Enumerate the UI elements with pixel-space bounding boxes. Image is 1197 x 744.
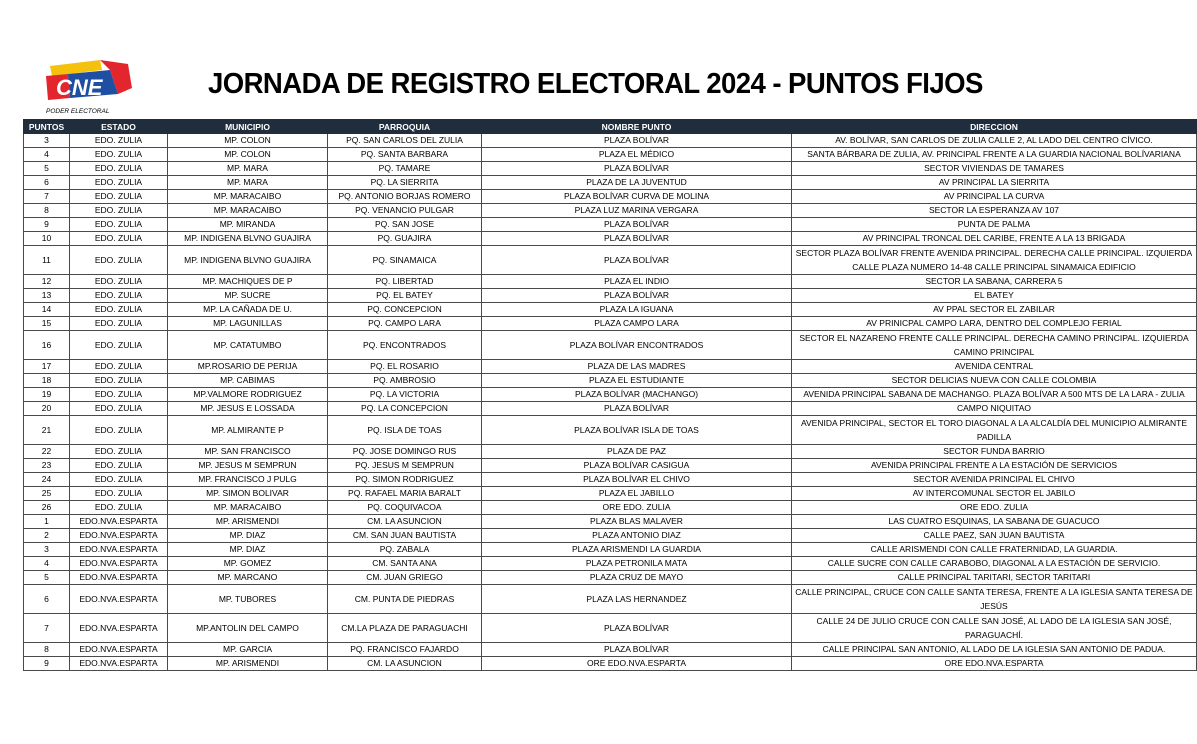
cell-puntos: 25 bbox=[24, 487, 70, 501]
page-title: JORNADA DE REGISTRO ELECTORAL 2024 - PUNTOS FIJOS bbox=[208, 68, 983, 100]
cell-municipio: MP. CABIMAS bbox=[168, 374, 328, 388]
cell-puntos: 5 bbox=[24, 162, 70, 176]
table-row bbox=[24, 529, 1197, 543]
cell-nombre-punto: PLAZA BOLÍVAR bbox=[482, 218, 792, 232]
cell-direccion: CALLE PRINCIPAL SAN ANTONIO, AL LADO DE LA IGLESIA SAN ANTONIO DE PADUA. bbox=[792, 643, 1197, 657]
column-header-municipio: MUNICIPIO bbox=[168, 120, 328, 134]
cell-municipio: MP. SIMON BOLIVAR bbox=[168, 487, 328, 501]
cell-nombre-punto: ORE EDO.NVA.ESPARTA bbox=[482, 657, 792, 671]
cell-nombre-punto: PLAZA EL INDIO bbox=[482, 275, 792, 289]
cell-municipio: MP. MACHIQUES DE P bbox=[168, 275, 328, 289]
table-row bbox=[24, 557, 1197, 571]
cell-puntos: 18 bbox=[24, 374, 70, 388]
cell-direccion: ORE EDO. ZULIA bbox=[792, 501, 1197, 515]
cell-parroquia: PQ. CAMPO LARA bbox=[328, 317, 482, 331]
cell-estado: EDO.NVA.ESPARTA bbox=[70, 585, 168, 614]
cell-municipio: MP. GOMEZ bbox=[168, 557, 328, 571]
column-header-nombre-punto: NOMBRE PUNTO bbox=[482, 120, 792, 134]
cell-municipio: MP. ALMIRANTE P bbox=[168, 416, 328, 445]
cell-puntos: 17 bbox=[24, 360, 70, 374]
cell-parroquia: PQ. LA VICTORIA bbox=[328, 388, 482, 402]
cell-estado: EDO. ZULIA bbox=[70, 148, 168, 162]
cell-estado: EDO. ZULIA bbox=[70, 303, 168, 317]
cell-puntos: 6 bbox=[24, 176, 70, 190]
cell-puntos: 19 bbox=[24, 388, 70, 402]
cell-municipio: MP. CATATUMBO bbox=[168, 331, 328, 360]
cell-direccion: AV PRINICPAL CAMPO LARA, DENTRO DEL COMPLEJO FERIAL bbox=[792, 317, 1197, 331]
cell-puntos: 8 bbox=[24, 204, 70, 218]
cell-municipio: MP. JESUS M SEMPRUN bbox=[168, 459, 328, 473]
table-row bbox=[24, 402, 1197, 416]
cell-municipio: MP. COLON bbox=[168, 148, 328, 162]
cell-direccion: AV PPAL SECTOR EL ZABILAR bbox=[792, 303, 1197, 317]
table-row bbox=[24, 190, 1197, 204]
cell-puntos: 15 bbox=[24, 317, 70, 331]
cell-estado: EDO. ZULIA bbox=[70, 317, 168, 331]
cell-nombre-punto: PLAZA BOLÍVAR bbox=[482, 402, 792, 416]
cell-estado: EDO.NVA.ESPARTA bbox=[70, 571, 168, 585]
cell-municipio: MP. SAN FRANCISCO bbox=[168, 445, 328, 459]
table-row bbox=[24, 657, 1197, 671]
cell-parroquia: PQ. RAFAEL MARIA BARALT bbox=[328, 487, 482, 501]
table-row bbox=[24, 218, 1197, 232]
cell-estado: EDO. ZULIA bbox=[70, 289, 168, 303]
cell-direccion: AVENIDA CENTRAL bbox=[792, 360, 1197, 374]
cell-municipio: MP. MARA bbox=[168, 176, 328, 190]
cell-parroquia: PQ. SANTA BARBARA bbox=[328, 148, 482, 162]
cell-parroquia: PQ. EL ROSARIO bbox=[328, 360, 482, 374]
cell-nombre-punto: PLAZA CAMPO LARA bbox=[482, 317, 792, 331]
cell-direccion: SECTOR PLAZA BOLÍVAR FRENTE AVENIDA PRINCIPAL. DERECHA CALLE PRINCIPAL. IZQUIERDA CALLE PLAZA NUMERO 14-48 CALLE PRINCIPAL SINAMAICA EDIFICIO bbox=[792, 246, 1197, 275]
cell-municipio: MP. MARA bbox=[168, 162, 328, 176]
cell-parroquia: PQ. ENCONTRADOS bbox=[328, 331, 482, 360]
cell-nombre-punto: PLAZA BLAS MALAVER bbox=[482, 515, 792, 529]
table-row bbox=[24, 459, 1197, 473]
table-row bbox=[24, 246, 1197, 275]
cell-estado: EDO. ZULIA bbox=[70, 162, 168, 176]
cell-municipio: MP. ARISMENDI bbox=[168, 515, 328, 529]
cell-puntos: 8 bbox=[24, 643, 70, 657]
cell-parroquia: PQ. ANTONIO BORJAS ROMERO bbox=[328, 190, 482, 204]
cell-direccion: CALLE PRINCIPAL, CRUCE CON CALLE SANTA TERESA, FRENTE A LA IGLESIA SANTA TERESA DE JESÚS bbox=[792, 585, 1197, 614]
table-row bbox=[24, 643, 1197, 657]
table-row bbox=[24, 585, 1197, 614]
cell-puntos: 16 bbox=[24, 331, 70, 360]
cell-nombre-punto: PLAZA BOLÍVAR bbox=[482, 246, 792, 275]
cell-parroquia: PQ. JOSE DOMINGO RUS bbox=[328, 445, 482, 459]
cell-estado: EDO. ZULIA bbox=[70, 402, 168, 416]
cell-direccion: EL BATEY bbox=[792, 289, 1197, 303]
cell-municipio: MP. DIAZ bbox=[168, 543, 328, 557]
table-row bbox=[24, 445, 1197, 459]
cell-parroquia: CM. SAN JUAN BAUTISTA bbox=[328, 529, 482, 543]
cell-parroquia: PQ. FRANCISCO FAJARDO bbox=[328, 643, 482, 657]
table-row bbox=[24, 416, 1197, 445]
cell-puntos: 10 bbox=[24, 232, 70, 246]
cell-estado: EDO. ZULIA bbox=[70, 275, 168, 289]
cell-estado: EDO. ZULIA bbox=[70, 459, 168, 473]
cell-estado: EDO.NVA.ESPARTA bbox=[70, 614, 168, 643]
cell-municipio: MP.VALMORE RODRIGUEZ bbox=[168, 388, 328, 402]
cell-municipio: MP. DIAZ bbox=[168, 529, 328, 543]
cell-direccion: PUNTA DE PALMA bbox=[792, 218, 1197, 232]
table-row bbox=[24, 303, 1197, 317]
cell-puntos: 26 bbox=[24, 501, 70, 515]
cell-puntos: 5 bbox=[24, 571, 70, 585]
cell-nombre-punto: PLAZA BOLÍVAR EL CHIVO bbox=[482, 473, 792, 487]
table-row bbox=[24, 374, 1197, 388]
cell-direccion: AVENIDA PRINCIPAL, SECTOR EL TORO DIAGONAL A LA ALCALDÍA DEL MUNICIPIO ALMIRANTE PADILLA bbox=[792, 416, 1197, 445]
table-row bbox=[24, 543, 1197, 557]
cell-nombre-punto: PLAZA EL MÉDICO bbox=[482, 148, 792, 162]
cell-direccion: AV INTERCOMUNAL SECTOR EL JABILO bbox=[792, 487, 1197, 501]
cell-direccion: AV PRINCIPAL LA SIERRITA bbox=[792, 176, 1197, 190]
cell-direccion: CALLE SUCRE CON CALLE CARABOBO, DIAGONAL A LA ESTACIÓN DE SERVICIO. bbox=[792, 557, 1197, 571]
registration-points-table bbox=[23, 119, 1197, 671]
cell-estado: EDO.NVA.ESPARTA bbox=[70, 557, 168, 571]
cell-estado: EDO. ZULIA bbox=[70, 445, 168, 459]
cell-parroquia: PQ. VENANCIO PULGAR bbox=[328, 204, 482, 218]
cell-direccion: SECTOR EL NAZARENO FRENTE CALLE PRINCIPAL. DERECHA CAMINO PRINCIPAL. IZQUIERDA CAMINO PRINCIPAL bbox=[792, 331, 1197, 360]
table-row bbox=[24, 289, 1197, 303]
cell-direccion: SECTOR FUNDA BARRIO bbox=[792, 445, 1197, 459]
cell-municipio: MP. ARISMENDI bbox=[168, 657, 328, 671]
cell-nombre-punto: PLAZA BOLÍVAR bbox=[482, 134, 792, 148]
cell-parroquia: PQ. SINAMAICA bbox=[328, 246, 482, 275]
cell-direccion: AV PRINCIPAL LA CURVA bbox=[792, 190, 1197, 204]
table-row bbox=[24, 331, 1197, 360]
cell-parroquia: PQ. LA CONCEPCION bbox=[328, 402, 482, 416]
cell-municipio: MP. GARCIA bbox=[168, 643, 328, 657]
table-row bbox=[24, 571, 1197, 585]
cell-puntos: 2 bbox=[24, 529, 70, 543]
cell-estado: EDO. ZULIA bbox=[70, 487, 168, 501]
cell-puntos: 21 bbox=[24, 416, 70, 445]
cell-estado: EDO. ZULIA bbox=[70, 501, 168, 515]
cell-nombre-punto: PLAZA EL JABILLO bbox=[482, 487, 792, 501]
table-row bbox=[24, 176, 1197, 190]
cell-municipio: MP. MARACAIBO bbox=[168, 204, 328, 218]
cell-municipio: MP. MARCANO bbox=[168, 571, 328, 585]
cell-direccion: SECTOR DELICIAS NUEVA CON CALLE COLOMBIA bbox=[792, 374, 1197, 388]
cell-parroquia: PQ. SAN CARLOS DEL ZULIA bbox=[328, 134, 482, 148]
cell-nombre-punto: PLAZA DE PAZ bbox=[482, 445, 792, 459]
cell-estado: EDO. ZULIA bbox=[70, 134, 168, 148]
cell-nombre-punto: PLAZA EL ESTUDIANTE bbox=[482, 374, 792, 388]
cell-nombre-punto: PLAZA LA IGUANA bbox=[482, 303, 792, 317]
cell-direccion: ORE EDO.NVA.ESPARTA bbox=[792, 657, 1197, 671]
cell-municipio: MP. FRANCISCO J PULG bbox=[168, 473, 328, 487]
cell-puntos: 7 bbox=[24, 190, 70, 204]
cell-nombre-punto: PLAZA BOLÍVAR bbox=[482, 232, 792, 246]
cell-direccion: SECTOR AVENIDA PRINCIPAL EL CHIVO bbox=[792, 473, 1197, 487]
cell-puntos: 6 bbox=[24, 585, 70, 614]
cell-puntos: 24 bbox=[24, 473, 70, 487]
cell-direccion: AVENIDA PRINCIPAL SABANA DE MACHANGO. PLAZA BOLÍVAR A 500 MTS DE LA LARA - ZULIA bbox=[792, 388, 1197, 402]
cell-estado: EDO. ZULIA bbox=[70, 190, 168, 204]
cell-estado: EDO.NVA.ESPARTA bbox=[70, 657, 168, 671]
table-row bbox=[24, 134, 1197, 148]
cell-estado: EDO. ZULIA bbox=[70, 331, 168, 360]
cell-nombre-punto: PLAZA PETRONILA MATA bbox=[482, 557, 792, 571]
cell-estado: EDO. ZULIA bbox=[70, 176, 168, 190]
cell-parroquia: CM. LA ASUNCION bbox=[328, 657, 482, 671]
cell-nombre-punto: PLAZA ARISMENDI LA GUARDIA bbox=[482, 543, 792, 557]
logo-text: CNE bbox=[56, 75, 103, 100]
cell-puntos: 11 bbox=[24, 246, 70, 275]
column-header-estado: ESTADO bbox=[70, 120, 168, 134]
table-row bbox=[24, 275, 1197, 289]
cell-puntos: 1 bbox=[24, 515, 70, 529]
cell-parroquia: CM. PUNTA DE PIEDRAS bbox=[328, 585, 482, 614]
cell-puntos: 3 bbox=[24, 134, 70, 148]
cell-direccion: SECTOR LA ESPERANZA AV 107 bbox=[792, 204, 1197, 218]
table-row bbox=[24, 515, 1197, 529]
cell-nombre-punto: ORE EDO. ZULIA bbox=[482, 501, 792, 515]
cell-estado: EDO.NVA.ESPARTA bbox=[70, 643, 168, 657]
cell-parroquia: PQ. SAN JOSE bbox=[328, 218, 482, 232]
cell-parroquia: CM. JUAN GRIEGO bbox=[328, 571, 482, 585]
cell-estado: EDO. ZULIA bbox=[70, 232, 168, 246]
cell-puntos: 4 bbox=[24, 148, 70, 162]
cell-direccion: LAS CUATRO ESQUINAS, LA SABANA DE GUACUCO bbox=[792, 515, 1197, 529]
cell-puntos: 22 bbox=[24, 445, 70, 459]
cell-estado: EDO. ZULIA bbox=[70, 388, 168, 402]
cell-nombre-punto: PLAZA CRUZ DE MAYO bbox=[482, 571, 792, 585]
cell-direccion: CALLE PAEZ, SAN JUAN BAUTISTA bbox=[792, 529, 1197, 543]
cell-estado: EDO. ZULIA bbox=[70, 374, 168, 388]
cell-municipio: MP. COLON bbox=[168, 134, 328, 148]
table-row bbox=[24, 204, 1197, 218]
cne-logo bbox=[40, 58, 140, 116]
cell-parroquia: PQ. SIMON RODRIGUEZ bbox=[328, 473, 482, 487]
table-row bbox=[24, 614, 1197, 643]
cell-nombre-punto: PLAZA LUZ MARINA VERGARA bbox=[482, 204, 792, 218]
cell-estado: EDO.NVA.ESPARTA bbox=[70, 515, 168, 529]
cell-puntos: 9 bbox=[24, 218, 70, 232]
cell-direccion: CALLE PRINCIPAL TARITARI, SECTOR TARITARI bbox=[792, 571, 1197, 585]
cell-puntos: 7 bbox=[24, 614, 70, 643]
table-row bbox=[24, 487, 1197, 501]
cell-municipio: MP.ROSARIO DE PERIJA bbox=[168, 360, 328, 374]
cell-direccion: SECTOR LA SABANA, CARRERA 5 bbox=[792, 275, 1197, 289]
cell-municipio: MP. INDIGENA BLVNO GUAJIRA bbox=[168, 232, 328, 246]
cell-estado: EDO. ZULIA bbox=[70, 218, 168, 232]
cell-direccion: CALLE ARISMENDI CON CALLE FRATERNIDAD, LA GUARDIA. bbox=[792, 543, 1197, 557]
cell-parroquia: PQ. LA SIERRITA bbox=[328, 176, 482, 190]
cell-nombre-punto: PLAZA BOLÍVAR bbox=[482, 289, 792, 303]
cell-municipio: MP. MARACAIBO bbox=[168, 501, 328, 515]
table-header-row bbox=[24, 120, 1197, 134]
table-row bbox=[24, 162, 1197, 176]
cell-estado: EDO.NVA.ESPARTA bbox=[70, 543, 168, 557]
cell-direccion: AV PRINCIPAL TRONCAL DEL CARIBE, FRENTE A LA 13 BRIGADA bbox=[792, 232, 1197, 246]
cell-municipio: MP. INDIGENA BLVNO GUAJIRA bbox=[168, 246, 328, 275]
cell-municipio: MP. LAGUNILLAS bbox=[168, 317, 328, 331]
cell-direccion: CALLE 24 DE JULIO CRUCE CON CALLE SAN JOSÉ, AL LADO DE LA IGLESIA SAN JOSÉ, PARAGUACHÍ. bbox=[792, 614, 1197, 643]
cell-parroquia: CM. LA ASUNCION bbox=[328, 515, 482, 529]
cell-puntos: 12 bbox=[24, 275, 70, 289]
cell-parroquia: PQ. CONCEPCION bbox=[328, 303, 482, 317]
column-header-parroquia: PARROQUIA bbox=[328, 120, 482, 134]
table-row bbox=[24, 388, 1197, 402]
cell-nombre-punto: PLAZA DE LAS MADRES bbox=[482, 360, 792, 374]
cell-estado: EDO. ZULIA bbox=[70, 416, 168, 445]
logo-subtext: PODER ELECTORAL bbox=[46, 108, 110, 115]
cell-nombre-punto: PLAZA BOLÍVAR bbox=[482, 643, 792, 657]
cell-parroquia: PQ. JESUS M SEMPRUN bbox=[328, 459, 482, 473]
cell-nombre-punto: PLAZA BOLÍVAR CURVA DE MOLINA bbox=[482, 190, 792, 204]
cell-parroquia: PQ. EL BATEY bbox=[328, 289, 482, 303]
cell-estado: EDO. ZULIA bbox=[70, 360, 168, 374]
column-header-direccion: DIRECCION bbox=[792, 120, 1197, 134]
table-row bbox=[24, 473, 1197, 487]
cell-puntos: 13 bbox=[24, 289, 70, 303]
cell-municipio: MP. MIRANDA bbox=[168, 218, 328, 232]
cell-estado: EDO.NVA.ESPARTA bbox=[70, 529, 168, 543]
cell-municipio: MP. JESUS E LOSSADA bbox=[168, 402, 328, 416]
cell-estado: EDO. ZULIA bbox=[70, 473, 168, 487]
cell-puntos: 3 bbox=[24, 543, 70, 557]
cell-direccion: SECTOR VIVIENDAS DE TAMARES bbox=[792, 162, 1197, 176]
cell-nombre-punto: PLAZA BOLÍVAR CASIGUA bbox=[482, 459, 792, 473]
cell-parroquia: PQ. AMBROSIO bbox=[328, 374, 482, 388]
cell-nombre-punto: PLAZA BOLÍVAR ENCONTRADOS bbox=[482, 331, 792, 360]
cell-direccion: SANTA BÁRBARA DE ZULIA, AV. PRINCIPAL FRENTE A LA GUARDIA NACIONAL BOLÍVARIANA bbox=[792, 148, 1197, 162]
cell-estado: EDO. ZULIA bbox=[70, 246, 168, 275]
cell-parroquia: PQ. ISLA DE TOAS bbox=[328, 416, 482, 445]
cell-direccion: AVENIDA PRINCIPAL FRENTE A LA ESTACIÓN DE SERVICIOS bbox=[792, 459, 1197, 473]
cell-parroquia: PQ. GUAJIRA bbox=[328, 232, 482, 246]
cell-nombre-punto: PLAZA DE LA JUVENTUD bbox=[482, 176, 792, 190]
cell-puntos: 14 bbox=[24, 303, 70, 317]
cell-municipio: MP. SUCRE bbox=[168, 289, 328, 303]
table-row bbox=[24, 501, 1197, 515]
cell-municipio: MP. LA CAÑADA DE U. bbox=[168, 303, 328, 317]
cell-puntos: 4 bbox=[24, 557, 70, 571]
cell-parroquia: PQ. ZABALA bbox=[328, 543, 482, 557]
cell-parroquia: PQ. TAMARE bbox=[328, 162, 482, 176]
cell-nombre-punto: PLAZA BOLÍVAR bbox=[482, 614, 792, 643]
cell-nombre-punto: PLAZA BOLÍVAR bbox=[482, 162, 792, 176]
cell-puntos: 20 bbox=[24, 402, 70, 416]
cell-nombre-punto: PLAZA BOLÍVAR (MACHANGO) bbox=[482, 388, 792, 402]
cell-direccion: AV. BOLÍVAR, SAN CARLOS DE ZULIA CALLE 2, AL LADO DEL CENTRO CÍVICO. bbox=[792, 134, 1197, 148]
cell-municipio: MP.ANTOLIN DEL CAMPO bbox=[168, 614, 328, 643]
cell-municipio: MP. MARACAIBO bbox=[168, 190, 328, 204]
table-row bbox=[24, 360, 1197, 374]
cell-estado: EDO. ZULIA bbox=[70, 204, 168, 218]
cell-nombre-punto: PLAZA BOLÍVAR ISLA DE TOAS bbox=[482, 416, 792, 445]
table-row bbox=[24, 232, 1197, 246]
table-row bbox=[24, 148, 1197, 162]
cell-puntos: 23 bbox=[24, 459, 70, 473]
cell-puntos: 9 bbox=[24, 657, 70, 671]
cell-parroquia: CM. SANTA ANA bbox=[328, 557, 482, 571]
cell-parroquia: PQ. COQUIVACOA bbox=[328, 501, 482, 515]
cell-parroquia: CM.LA PLAZA DE PARAGUACHI bbox=[328, 614, 482, 643]
cell-municipio: MP. TUBORES bbox=[168, 585, 328, 614]
cell-nombre-punto: PLAZA LAS HERNANDEZ bbox=[482, 585, 792, 614]
column-header-puntos: PUNTOS bbox=[24, 120, 70, 134]
cell-direccion: CAMPO NIQUITAO bbox=[792, 402, 1197, 416]
cell-nombre-punto: PLAZA ANTONIO DIAZ bbox=[482, 529, 792, 543]
cell-parroquia: PQ. LIBERTAD bbox=[328, 275, 482, 289]
table-row bbox=[24, 317, 1197, 331]
